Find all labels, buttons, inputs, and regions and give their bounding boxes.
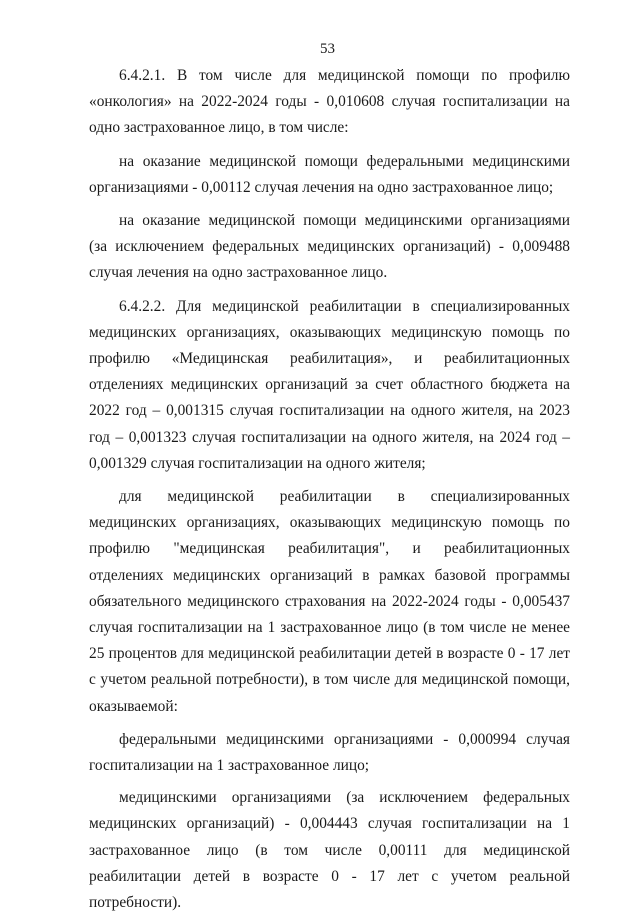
page-number: 53	[320, 41, 335, 57]
paragraph-rehabilitation-oms: для медицинской реабилитации в специализированных медицинских организациях, оказывающих медицинскую помощь по профилю "медицинская реабилитация", и реабилитационных отделениях медицинских организаций в рамках базовой программы обязательного медицинского страхования на 2022-2024 годы - 0,005437 случая госпитализации на 1 застрахованное лицо (в том числе не менее 25 процентов для медицинской реабилитации детей в возрасте 0 - 17 лет с учетом реальной потребности), в том числе для медицинской помощи, оказываемой:	[89, 488, 570, 715]
document-body	[89, 63, 570, 923]
paragraph-non-federal-orgs-rehab: медицинскими организациями (за исключением федеральных медицинских организаций) - 0,004443 случая госпитализации на 1 застрахованное лицо (в том числе 0,00111 для медицинской реабилитации детей в возрасте 0 - 17 лет с учетом реальной потребности).	[89, 789, 570, 912]
paragraph-non-federal-orgs-oncology: на оказание медицинской помощи медицинскими организациями (за исключением федеральных медицинских организаций) - 0,009488 случая лечения на одно застрахованное лицо.	[89, 212, 570, 282]
paragraph-federal-orgs-rehab: федеральными медицинскими организациями - 0,000994 случая госпитализации на 1 застрахованное лицо;	[89, 730, 570, 775]
paragraph-6-4-2-2: 6.4.2.2. Для медицинской реабилитации в специализированных медицинских организациях, оказывающих медицинскую помощь по профилю «Медицинская реабилитация», и реабилитационных отделениях медицинских организаций за счет областного бюджета на 2022 год – 0,001315 случая госпитализации на одного жителя, на 2023 год – 0,001323 случая госпитализации на одного жителя, на 2024 год – 0,001329 случая госпитализации на одного жителя;	[89, 297, 570, 472]
paragraph-federal-orgs-oncology: на оказание медицинской помощи федеральными медицинскими организациями - 0,00112 случая лечения на одно застрахованное лицо;	[89, 152, 570, 196]
paragraph-6-4-2-1: 6.4.2.1. В том числе для медицинской помощи по профилю «онкология» на 2022-2024 годы - 0,010608 случая госпитализации на одно застрахованное лицо, в том числе:	[89, 67, 570, 137]
